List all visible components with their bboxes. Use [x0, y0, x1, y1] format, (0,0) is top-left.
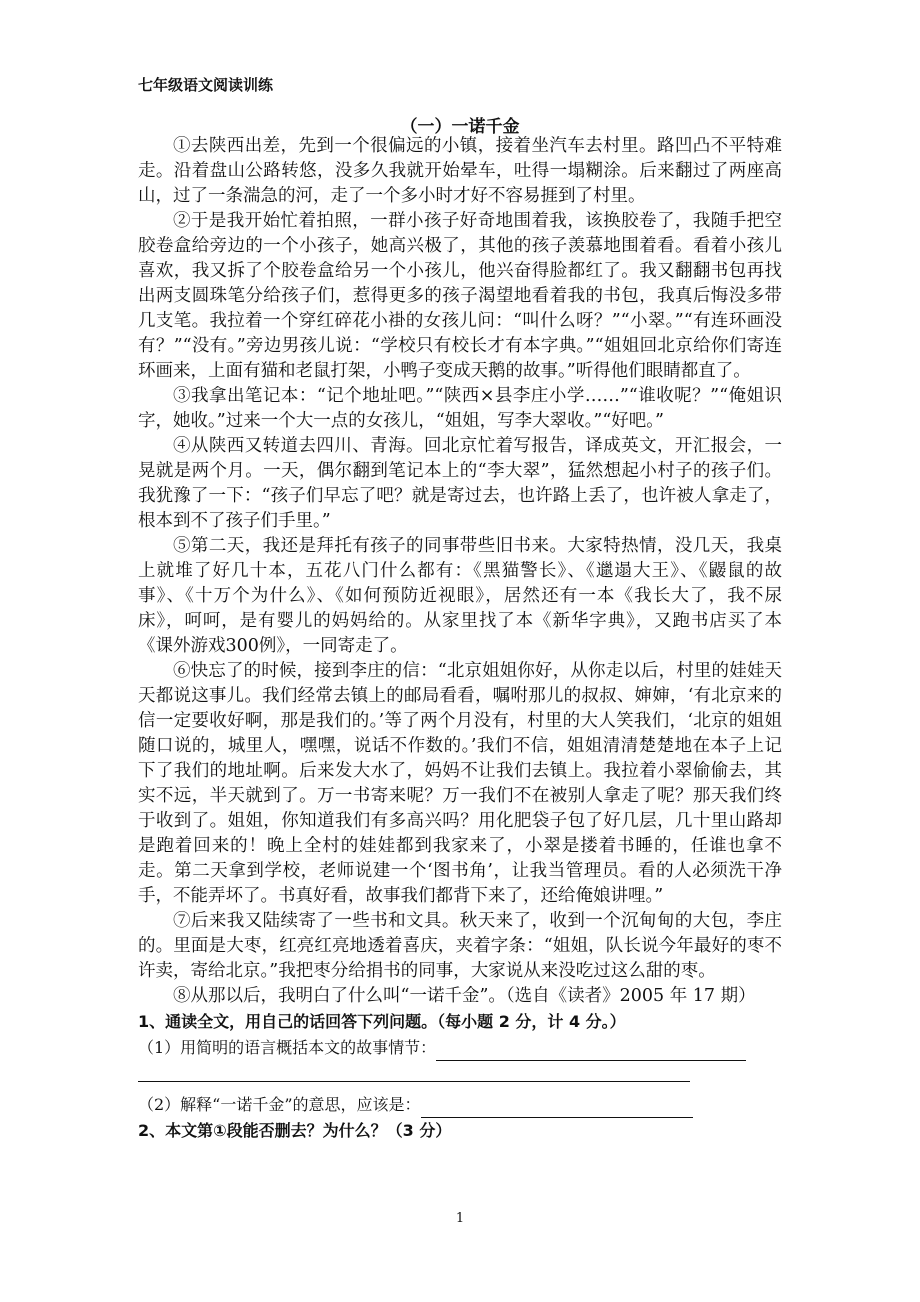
paragraph-8: ⑧从那以后，我明白了什么叫“一诺千金”。（选自《读者》2005 年 17 期）: [173, 986, 756, 1006]
answer-line-1-1[interactable]: [138, 1061, 690, 1082]
answer-blank-1-1[interactable]: [436, 1042, 746, 1061]
page-number: 1: [455, 1211, 465, 1226]
question-1: 1、通读全文，用自己的话回答下列问题。（每小题 2 分，计 4 分。）: [138, 1012, 626, 1031]
paragraph-2: ②于是我开始忙着拍照，一群小孩子好奇地围着我，该换胶卷了，我随手把空胶卷盒给旁边的一个小孩子，她高兴极了，其他的孩子羡慕地围着看。看着小孩儿喜欢，我又拆了个胶卷盒给另一个小孩儿，他兴奋得脸都红了。我又翻翻书包再找出两支圆珠笔分给孩子们，惹得更多的孩子渴望地看着我的书包，我真后悔没多带几支笔。我拉着一个穿红碎花小褂的女孩儿问：“叫什么呀？”“小翠。”“有连环画没有？”“没有。”旁边男孩儿说：“学校只有校长才有本字典。”“姐姐回北京给你们寄连环画来，上面有猫和老鼠打架，小鸭子变成天鹅的故事。”听得他们眼睛都直了。: [138, 211, 782, 381]
paragraph-7: ⑦后来我又陆续寄了一些书和文具。秋天来了，收到一个沉甸甸的大包，李庄的。里面是大枣，红亮红亮地透着喜庆，夹着字条：“姐姐，队长说今年最好的枣不许卖，寄给北京。”我把枣分给捐书的同事，大家说从来没吃过这么甜的枣。: [138, 911, 782, 981]
question-2: 2、本文第①段能否删去？为什么？（3 分）: [138, 1121, 452, 1140]
paragraph-6: ⑥快忘了的时候，接到李庄的信：“北京姐姐你好，从你走以后，村里的娃娃天天都说这事儿。我们经常去镇上的邮局看看，嘱咐那儿的叔叔、婶婶，‘有北京来的信一定要收好啊，那是我们的。’等了两个月没有，村里的大人笑我们，‘北京的姐姐随口说的，城里人，嘿嘿，说话不作数的。’我们不信，姐姐清清楚楚地在本子上记下了我们的地址啊。后来发大水了，妈妈不让我们去镇上。我拉着小翠偷偷去，其实不远，半天就到了。万一书寄来呢？万一我们不在被别人拿走了呢？那天我们终于收到了。姐姐，你知道我们有多高兴吗？用化肥袋子包了好几层，几十里山路却是跑着回来的！晚上全村的娃娃都到我家来了，小翠是搂着书睡的，任谁也拿不走。第二天拿到学校，老师说建一个‘图书角’，让我当管理员。看的人必须洗干净手，不能弄坏了。书真好看，故事我们都背下来了，还给俺娘讲哩。”: [138, 661, 782, 906]
question-1-2-text: （2）解释“一诺千金”的意思，应该是：: [138, 1095, 421, 1114]
questions-section: [138, 1009, 782, 1144]
question-1-1: [138, 1035, 782, 1061]
article-title: （一）一诺千金: [400, 117, 520, 137]
paragraph-5: ⑤第二天，我还是拜托有孩子的同事带些旧书来。大家特热情，没几天，我桌上就堆了好几十本，五花八门什么都有：《黑猫警长》、《邋遢大王》、《鼹鼠的故事》、《十万个为什么》、《如何预防近视眼》，居然还有一本《我长大了，我不尿床》，呵呵，是有婴儿的妈妈给的。从家里找了本《新华字典》，又跑书店买了本《课外游戏300例》，一同寄走了。: [138, 536, 782, 656]
answer-blank-1-2[interactable]: [421, 1099, 693, 1118]
question-1-2: [138, 1092, 782, 1118]
paragraph-3: ③我拿出笔记本：“记个地址吧。”“陕西×县李庄小学……”“谁收呢？”“俺姐识字，她收。”过来一个大一点的女孩儿，“姐姐，写李大翠收。”“好吧。”: [138, 386, 782, 431]
paragraph-1: ①去陕西出差，先到一个很偏远的小镇，接着坐汽车去村里。路凹凸不平特难走。沿着盘山公路转悠，没多久我就开始晕车，吐得一塌糊涂。后来翻过了两座高山，过了一条湍急的河，走了一个多小时才好不容易捱到了村里。: [138, 136, 782, 206]
question-1-1-text: （1）用简明的语言概括本文的故事情节：: [138, 1038, 437, 1057]
page-header: 七年级语文阅读训练: [138, 76, 274, 94]
article-body: [138, 134, 782, 1144]
paragraph-4: ④从陕西又转道去四川、青海。回北京忙着写报告，译成英文，开汇报会，一晃就是两个月。一天，偶尔翻到笔记本上的“李大翠”，猛然想起小村子的孩子们。我犹豫了一下：“孩子们早忘了吧？就是寄过去，也许路上丢了，也许被人拿走了，根本到不了孩子们手里。”: [138, 436, 782, 531]
